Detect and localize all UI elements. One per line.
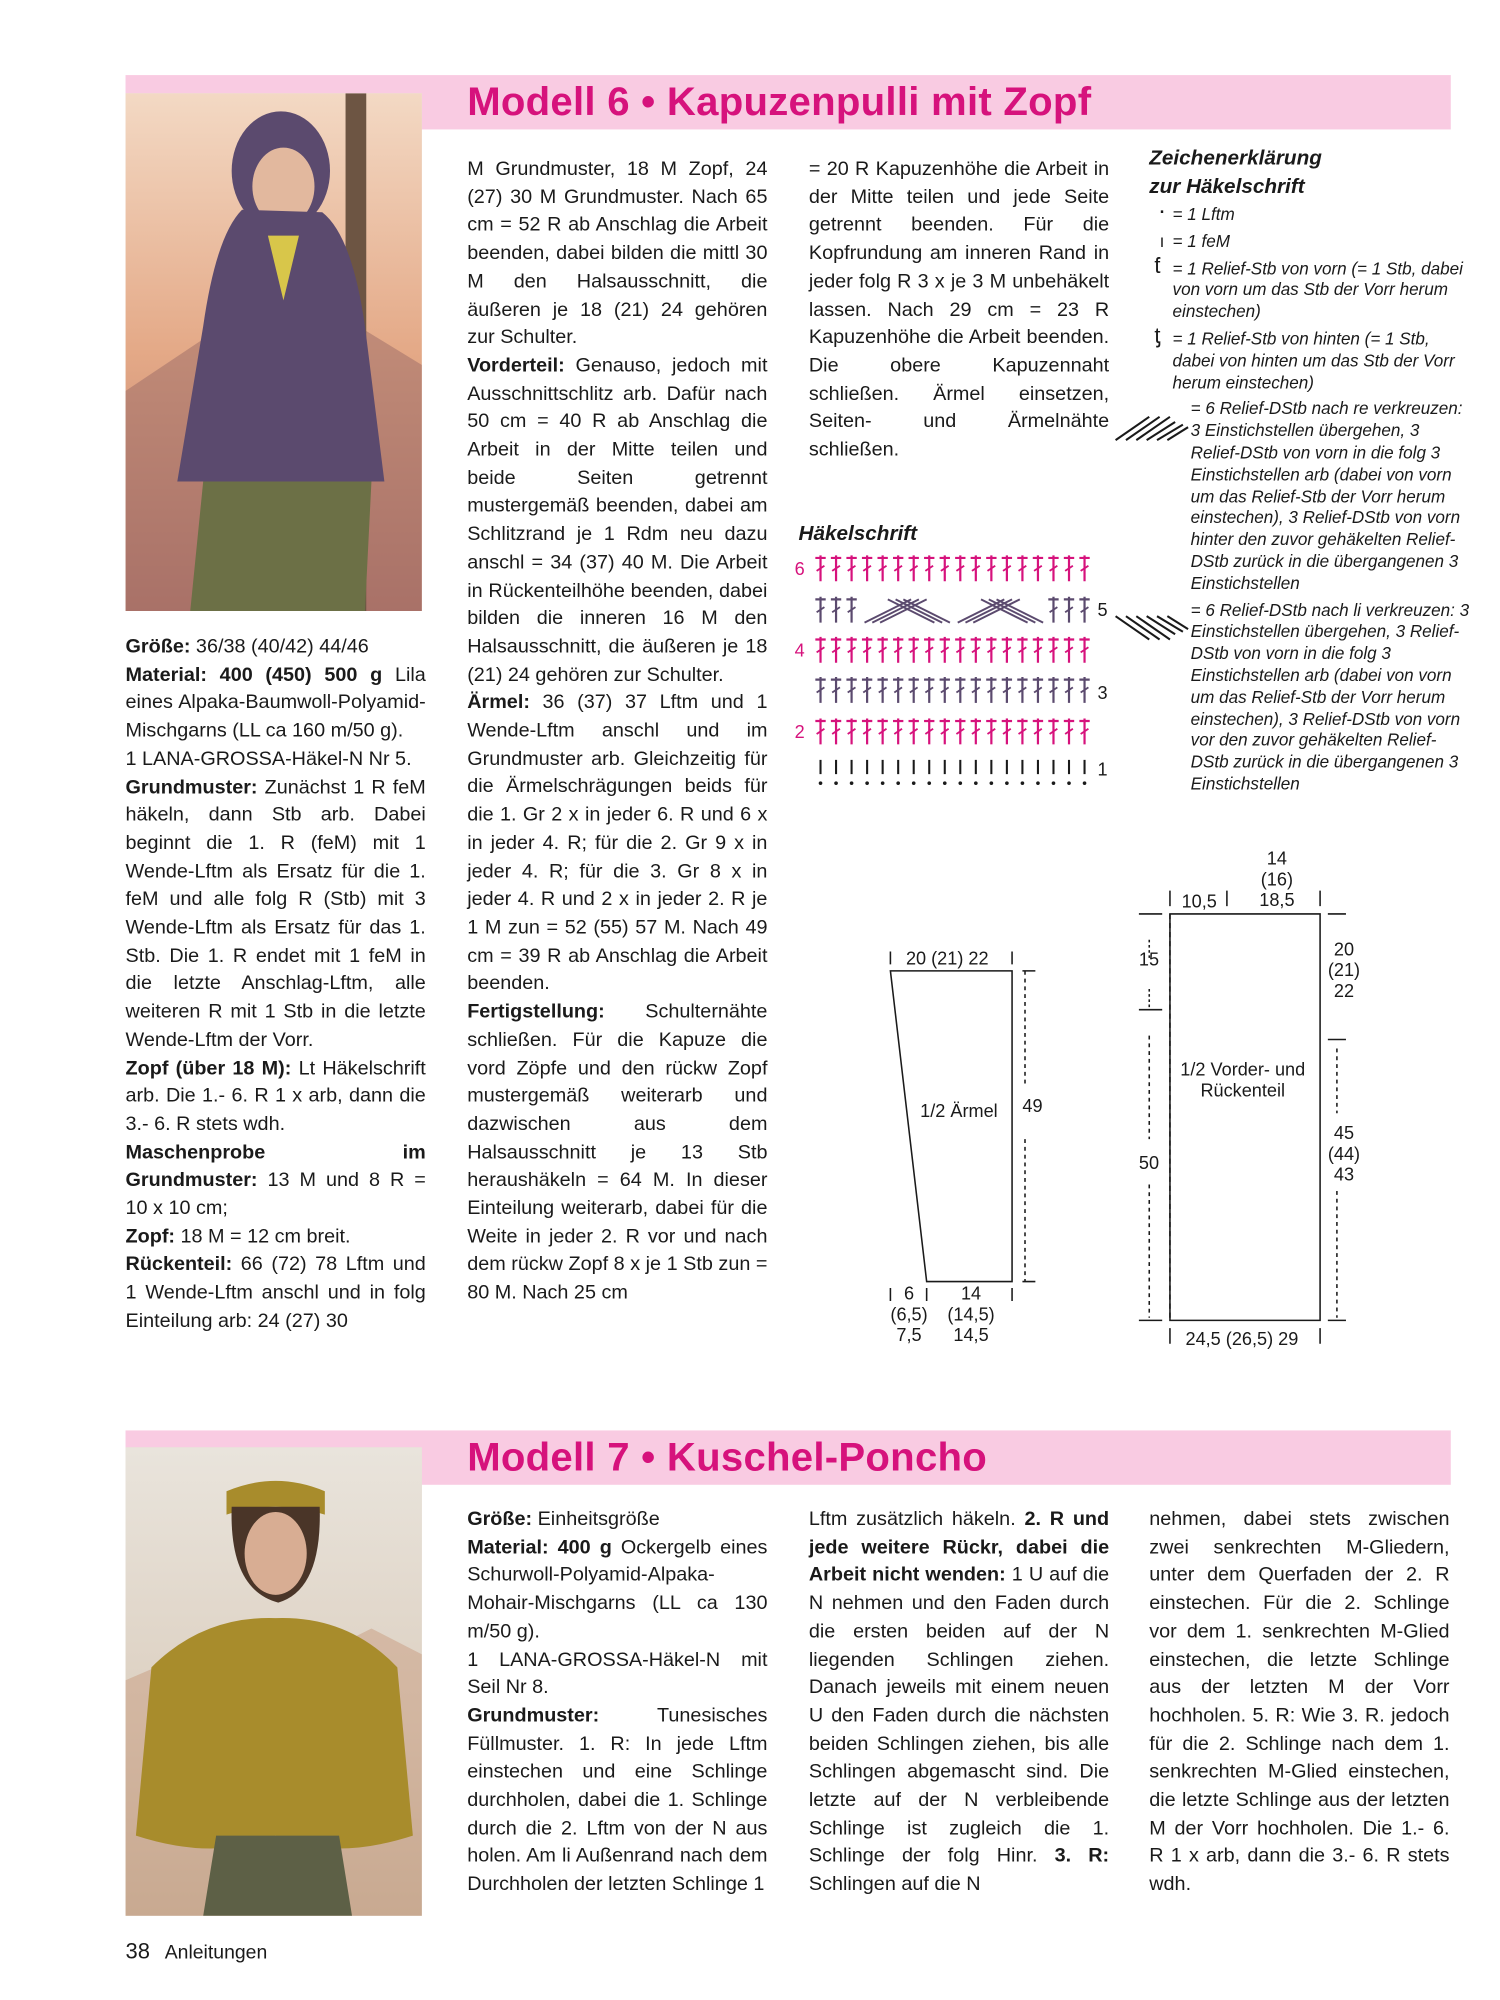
crochet-chart bbox=[789, 550, 1125, 796]
chart-stitch bbox=[1048, 555, 1058, 581]
chart-stitch bbox=[1064, 718, 1074, 744]
sleeve-top-width: 20 (21) 22 bbox=[905, 947, 989, 969]
chart-stitch bbox=[971, 677, 981, 703]
chart-stitch bbox=[1017, 555, 1027, 581]
model6-title: Modell 6 • Kapuzenpulli mit Zopf bbox=[467, 78, 1092, 125]
body-left-bottom: 50 bbox=[1138, 1152, 1160, 1173]
chart-stitch bbox=[986, 555, 996, 581]
chart-stitch bbox=[1002, 677, 1012, 703]
text-paragraph: Zopf (über 18 M): Lt Häkelschrift arb. Die 1.- 6. R 1 x arb, dann die 3.- 6. R stets wdh. bbox=[125, 1057, 426, 1136]
body-top-right: 14 (16) 18,5 bbox=[1259, 847, 1295, 911]
text-paragraph: = 20 R Kapuzenhöhe die Arbeit in der Mitte teilen und jede Seite getrennt beenden. Für die Kopfrundung am inneren Rand in jeder folg R 3 x je 3 M unbehäkelt lassen. Nach 29 cm = 23 R Kapuzenhöhe die Arbeit beenden. Die obere Kapuzennaht schließen. Ärmel einsetzen, Seiten- und Ärmelnähte schließen. bbox=[808, 157, 1110, 461]
chart-stitch bbox=[940, 677, 950, 703]
model7-photo bbox=[126, 1447, 422, 1916]
text-paragraph: Maschenprobe im Grundmuster: 13 M und 8 R = 10 x 10 cm; bbox=[125, 1141, 426, 1220]
chart-stitch bbox=[986, 677, 996, 703]
chart-chain bbox=[881, 781, 885, 785]
chart-stitch bbox=[955, 637, 965, 663]
chart-stitch bbox=[909, 677, 919, 703]
chart-stitch bbox=[815, 718, 825, 744]
chart-stitch bbox=[924, 718, 934, 744]
chart-stitch bbox=[1048, 677, 1058, 703]
chart-stitch bbox=[1079, 637, 1089, 663]
chart-stitch bbox=[940, 718, 950, 744]
row-number: 4 bbox=[794, 639, 805, 661]
body-top-left: 10,5 bbox=[1181, 890, 1217, 912]
chart-chain bbox=[896, 781, 900, 785]
sleeve-bottom-right: 14 (14,5) 14,5 bbox=[947, 1282, 995, 1345]
chart-stitch bbox=[909, 637, 919, 663]
text-paragraph: Grundmuster: Tunesisches Füllmuster. 1. R: In jede Lftm einstechen und eine Schlinge durchholen, dabei die 1. Schlinge durch die 2. Lftm von der N aus holen. Am li Außenrand nach dem Durchholen der letzten Schlinge 1 bbox=[467, 1704, 768, 1896]
text-paragraph: Ärmel: 36 (37) 37 Lftm und 1 Wende-Lftm anschl und im Grundmuster arb. Gleichzeitig für die Ärmelschrägungen beids für die 1. Gr 2 x in jeder 6. R und 6 x in jeder 4. R; für die 2. Gr 9 x in jeder 4. R; für die 3. Gr 8 x in jeder 4. R und 2 x in jeder 2. R je 1 M zun = 52 (55) 57 M. Nach 49 cm = 39 R ab Anschlag die Arbeit beenden. bbox=[467, 691, 768, 995]
chart-stitch bbox=[909, 718, 919, 744]
chart-chain bbox=[1005, 781, 1009, 785]
legend-item: ı = 1 feM bbox=[1159, 231, 1230, 251]
text-paragraph: nehmen, dabei stets zwischen zwei senkrechten M-Gliedern, unter dem Querfaden der 2. R einstechen. Für die 2. Schlinge vor dem 1. senkrechten M-Glied einstechen, die letzte Schlinge aus der letzten M der Vorr hochholen. 5. R: Wie 3. R. jedoch für die 2. Schlinge nach dem 1. senkrechten M-Glied einstechen, die letzte Schlinge aus der letzten M der Vorr hochholen. Die 1.- 6. R 1 x arb, dann die 3.- 6. R stets wdh. bbox=[1149, 1508, 1450, 1896]
chart-stitch bbox=[815, 597, 825, 623]
chart-stitch bbox=[924, 677, 934, 703]
chart-stitch bbox=[831, 555, 841, 581]
body-right-top: 20 (21) 22 bbox=[1327, 938, 1361, 1001]
chart-stitch bbox=[1033, 555, 1043, 581]
chart-stitch bbox=[971, 718, 981, 744]
chart-stitch bbox=[831, 677, 841, 703]
chart-stitch bbox=[877, 637, 887, 663]
sleeve-label: 1/2 Ärmel bbox=[920, 1100, 998, 1122]
model6-col3 bbox=[809, 155, 1109, 464]
page-number: 38 bbox=[125, 1939, 151, 1964]
row-number: 6 bbox=[794, 557, 805, 579]
chart-stitch bbox=[877, 677, 887, 703]
chart-stitch bbox=[1017, 677, 1027, 703]
chart-stitch bbox=[1079, 597, 1089, 623]
chart-stitch bbox=[877, 555, 887, 581]
text-paragraph: 1 LANA-GROSSA-Häkel-N mit Seil Nr 8. bbox=[467, 1648, 768, 1699]
chart-stitch bbox=[971, 637, 981, 663]
chart-stitch bbox=[924, 637, 934, 663]
chart-stitch bbox=[1002, 637, 1012, 663]
chart-chain bbox=[990, 781, 994, 785]
chart-stitch bbox=[862, 677, 872, 703]
chart-stitch bbox=[971, 555, 981, 581]
chart-stitch bbox=[986, 718, 996, 744]
text-paragraph: Grundmuster: Zunächst 1 R feM häkeln, dann Stb arb. Dabei beginnt die 1. R (feM) mit 1 Wende-Lftm als Ersatz für die 1. feM und alle folg R (Stb) mit 3 Wende-Lftm als Ersatz für das 1. Stb. Die 1. R endet mit 1 feM in die letzte Anschlag-Lftm, alle weiteren R mit 1 Stb in die letzte Wende-Lftm der Vorr. bbox=[125, 776, 426, 1051]
model7-col2 bbox=[809, 1506, 1109, 1899]
chart-chain bbox=[958, 781, 962, 785]
chart-stitch bbox=[1033, 718, 1043, 744]
symbol-legend bbox=[1149, 145, 1473, 796]
chart-chain bbox=[1052, 781, 1056, 785]
chart-stitch bbox=[1064, 677, 1074, 703]
body-bottom-width: 24,5 (26,5) 29 bbox=[1185, 1328, 1299, 1349]
cable-right-icon bbox=[1110, 412, 1190, 446]
chart-stitch bbox=[1017, 718, 1027, 744]
row-number: 1 bbox=[1097, 758, 1108, 780]
chart-stitch bbox=[1064, 597, 1074, 623]
body-label: 1/2 Vorder- und Rückenteil bbox=[1180, 1058, 1306, 1101]
chart-chain bbox=[865, 781, 869, 785]
body-left-top: 15 bbox=[1138, 948, 1160, 970]
legend-item: = 6 Relief-DStb nach re verkreuzen: 3 Einstichstellen übergehen, 3 Relief-DStb von vorn in die folg 3 Einstichstellen arb (dabei von vorn um das Relief-Stb der Vorr herum einstechen), 3 Relief-DStb von vorn hinter den zuvor gehäkelten Relief-DStb zurück in die übergangenen 3 Einstichstellen bbox=[1190, 399, 1463, 593]
chart-stitch bbox=[877, 718, 887, 744]
chart-stitch bbox=[1048, 637, 1058, 663]
text-paragraph: Größe: 36/38 (40/42) 44/46 bbox=[125, 635, 369, 658]
chart-stitch bbox=[1079, 555, 1089, 581]
model6-col1 bbox=[126, 633, 426, 1335]
chart-label: Häkelschrift bbox=[798, 522, 918, 545]
body-right-bottom: 45 (44) 43 bbox=[1327, 1122, 1361, 1185]
chart-stitch bbox=[815, 555, 825, 581]
legend-subtitle: zur Häkelschrift bbox=[1149, 176, 1305, 199]
chart-stitch bbox=[893, 677, 903, 703]
chart-stitch bbox=[1017, 637, 1027, 663]
text-paragraph: Material: 400 (450) 500 g Lila eines Alpaka-Baumwoll-Polyamid-Mischgarns (LL ca 160 m/50 g). bbox=[125, 663, 426, 742]
text-paragraph: Vorderteil: Genauso, jedoch mit Ausschnittschlitz arb. Dafür nach 50 cm = 40 R ab Anschlag die Arbeit in der Mitte teilen und beide Seiten getrennt mustergemäß beenden, dabei am Schlitzrand je 1 Rdm neu dazu anschl = 34 (37) 40 M. Die Arbeit in Rückenteilhöhe beenden, dabei bilden die inneren 16 M den Halsausschnitt, die äußeren je 18 (21) 24 gehören zur Schulter. bbox=[467, 354, 768, 686]
page-footer bbox=[126, 1940, 268, 1965]
model7-col3 bbox=[1149, 1506, 1449, 1899]
sleeve-height: 49 bbox=[1022, 1095, 1043, 1116]
legend-item: = 6 Relief-DStb nach li verkreuzen: 3 Einstichstellen übergehen, 3 Relief-DStb von vorn in die folg 3 Einstichstellen arb (dabei von vorn um das Relief-Stb der Vorr herum einstechen), 3 Relief-DStb von vorn vor den zuvor gehäkelten Relief-DStb zurück in die übergangenen 3 Einstichstellen bbox=[1190, 600, 1470, 794]
text-paragraph: Fertigstellung: Schulternähte schließen. Für die Kapuze die vord Zöpfe und den rückw Zopf mustergemäß weiterarb und dazwischen aus dem Halsausschnitt je 13 Stb heraushäkeln = 64 M. In dieser Einteilung weiterarb, dabei für die Weite in jeder 2. R vor und nach dem rückw Zopf 8 x je 1 Stb zun = 80 M. Nach 25 cm bbox=[467, 1000, 768, 1304]
chart-stitch bbox=[846, 555, 856, 581]
text-paragraph: M Grundmuster, 18 M Zopf, 24 (27) 30 M Grundmuster. Nach 65 cm = 52 R ab Anschlag die Arbeit beenden, dabei bilden die mittl 30 M den Halsausschnitt, die äußeren je 18 (21) 24 gehören zur Schulter. bbox=[467, 157, 768, 349]
chart-stitch bbox=[955, 555, 965, 581]
text-paragraph: Zopf: 18 M = 12 cm breit. bbox=[125, 1225, 351, 1248]
sleeve-schematic bbox=[880, 945, 1048, 1320]
chart-stitch bbox=[1079, 677, 1089, 703]
chart-stitch bbox=[893, 637, 903, 663]
chart-stitch bbox=[1064, 555, 1074, 581]
chart-stitch bbox=[940, 555, 950, 581]
sleeve-bottom-left: 6 (6,5) 7,5 bbox=[890, 1282, 928, 1345]
row-number: 3 bbox=[1097, 682, 1108, 703]
chart-cable-cross bbox=[865, 599, 950, 622]
chart-stitch bbox=[831, 597, 841, 623]
chart-chain bbox=[834, 781, 838, 785]
legend-title: Zeichenerklärung bbox=[1149, 147, 1322, 170]
text-paragraph: Rückenteil: 66 (72) 78 Lftm und 1 Wende-Lftm anschl und in folg Einteilung arb: 24 (27) 30 bbox=[125, 1253, 426, 1332]
chart-stitch bbox=[846, 677, 856, 703]
chart-stitch bbox=[862, 637, 872, 663]
chart-stitch bbox=[815, 677, 825, 703]
chart-chain bbox=[927, 781, 931, 785]
chart-cable-cross bbox=[958, 599, 1043, 622]
chart-stitch bbox=[1002, 555, 1012, 581]
chart-stitch bbox=[862, 555, 872, 581]
chart-chain bbox=[912, 781, 916, 785]
chart-stitch bbox=[846, 637, 856, 663]
legend-item: ƭ = 1 Relief-Stb von vorn (= 1 Stb, dabei von vorn um das Stb der Vorr herum einstechen) bbox=[1154, 253, 1463, 322]
text-paragraph: Größe: Einheitsgröße bbox=[467, 1508, 660, 1531]
chart-stitch bbox=[1064, 637, 1074, 663]
chart-chain bbox=[1067, 781, 1071, 785]
chart-stitch bbox=[1033, 677, 1043, 703]
chart-stitch bbox=[955, 677, 965, 703]
chart-stitch bbox=[862, 718, 872, 744]
chart-chain bbox=[974, 781, 978, 785]
model6-photo bbox=[126, 93, 422, 611]
chart-chain bbox=[1083, 781, 1087, 785]
chart-stitch bbox=[846, 597, 856, 623]
legend-item: · = 1 Lftm bbox=[1159, 201, 1235, 224]
model7-col1 bbox=[467, 1506, 767, 1899]
chart-stitch bbox=[831, 718, 841, 744]
chart-stitch bbox=[815, 637, 825, 663]
chart-chain bbox=[1021, 781, 1025, 785]
chart-stitch bbox=[846, 718, 856, 744]
chart-stitch bbox=[909, 555, 919, 581]
text-paragraph: 1 LANA-GROSSA-Häkel-N Nr 5. bbox=[125, 747, 412, 770]
text-paragraph: Lftm zusätzlich häkeln. 2. R und jede weitere Rückr, dabei die Arbeit nicht wenden: 1 U auf die N nehmen und den Faden durch die ersten beiden auf der N liegenden Schlingen ziehen. Danach jeweils mit einem neuen U den Faden durch die nächsten beiden Schlingen ziehen, bis alle Schlingen abgemascht sind. Die letzte auf der N verbleibende Schlinge ist zugleich die 1. Schlinge der folg Hinr. 3. R: Schlingen auf die N bbox=[808, 1508, 1110, 1896]
chart-stitch bbox=[893, 718, 903, 744]
chart-chain bbox=[1036, 781, 1040, 785]
model6-col2 bbox=[467, 155, 767, 1307]
chart-stitch bbox=[1048, 597, 1058, 623]
chart-stitch bbox=[1079, 718, 1089, 744]
model7-title: Modell 7 • Kuschel-Poncho bbox=[467, 1434, 988, 1480]
chart-chain bbox=[850, 781, 854, 785]
body-schematic bbox=[1126, 880, 1359, 1346]
chart-stitch bbox=[1048, 718, 1058, 744]
chart-stitch bbox=[1002, 718, 1012, 744]
row-number: 5 bbox=[1097, 599, 1108, 621]
text-paragraph: Material: 400 g Ockergelb eines Schurwoll-Polyamid-Alpaka-Mohair-Mischgarns (LL ca 130 m/50 g). bbox=[467, 1536, 768, 1643]
chart-stitch bbox=[940, 637, 950, 663]
chart-stitch bbox=[955, 718, 965, 744]
chart-chain bbox=[819, 781, 823, 785]
legend-item: ƫ = 1 Relief-Stb von hinten (= 1 Stb, dabei von hinten um das Stb der Vorr herum einstechen) bbox=[1154, 323, 1455, 392]
section-name: Anleitungen bbox=[164, 1941, 268, 1964]
chart-stitch bbox=[1033, 637, 1043, 663]
chart-chain bbox=[943, 781, 947, 785]
chart-stitch bbox=[986, 637, 996, 663]
chart-stitch bbox=[924, 555, 934, 581]
row-number: 2 bbox=[794, 721, 805, 742]
chart-stitch bbox=[831, 637, 841, 663]
chart-stitch bbox=[893, 555, 903, 581]
